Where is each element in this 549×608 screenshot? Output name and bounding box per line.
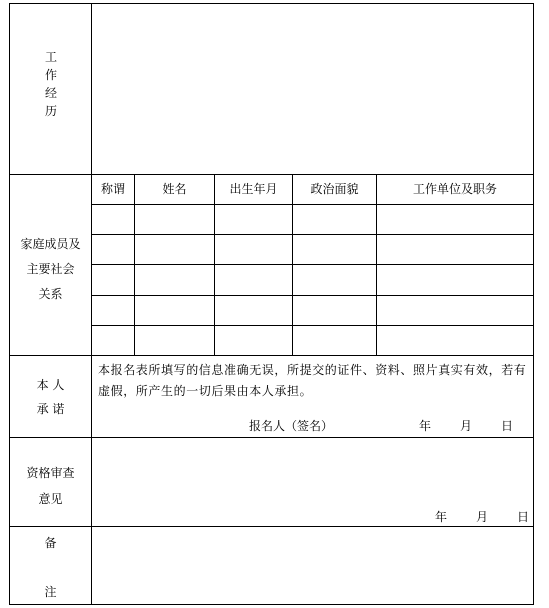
work-experience-field[interactable] — [92, 4, 533, 174]
family-col-header-political: 政治面貌 — [310, 182, 359, 196]
work-experience-label-char: 历 — [44, 104, 57, 118]
remarks-label-char: 注 — [44, 585, 57, 599]
family-row-divider — [91, 234, 533, 235]
family-row-divider — [91, 295, 533, 296]
family-row-divider — [91, 264, 533, 265]
review-label-line: 资格审查 — [26, 466, 75, 480]
family-col-header-title: 称谓 — [100, 182, 125, 196]
family-label — [10, 232, 91, 307]
family-col-header-name: 姓名 — [162, 182, 187, 196]
work-experience-label-char: 作 — [44, 68, 57, 82]
family-col-header-employer: 工作单位及职务 — [412, 182, 497, 196]
review-month-label: 月 — [476, 510, 489, 524]
family-label-line: 主要社会 — [26, 262, 75, 276]
pledge-year-label: 年 — [419, 419, 432, 433]
family-row-divider — [91, 325, 533, 326]
review-label — [10, 460, 91, 512]
registration-form — [9, 3, 534, 605]
review-label-line: 意见 — [38, 492, 63, 506]
review-day-label: 日 — [517, 510, 530, 524]
review-year-label: 年 — [435, 510, 448, 524]
divider-family-pledge — [10, 355, 533, 356]
work-experience-label — [40, 48, 62, 120]
pledge-month-label: 月 — [460, 419, 473, 433]
review-opinion-field[interactable] — [92, 438, 533, 508]
signer-label: 报名人（签名） — [249, 419, 334, 433]
family-col-header-birth: 出生年月 — [229, 182, 278, 196]
family-header-divider — [91, 204, 533, 205]
work-experience-label-char: 经 — [44, 86, 57, 100]
family-label-line: 关系 — [38, 287, 63, 301]
family-col-divider — [292, 174, 293, 355]
pledge-day-label: 日 — [501, 419, 514, 433]
family-col-divider — [134, 174, 135, 355]
family-col-divider — [214, 174, 215, 355]
pledge-label-line: 本 人 — [36, 378, 65, 392]
pledge-label-line: 承 诺 — [36, 402, 65, 416]
family-col-divider — [376, 174, 377, 355]
family-label-line: 家庭成员及 — [20, 237, 81, 251]
remarks-field[interactable] — [92, 527, 533, 604]
remarks-label-char: 备 — [44, 536, 57, 550]
pledge-text: 本报名表所填写的信息准确无误，所提交的证件、资料、照片真实有效，若有虚假，所产生的一切后果由本人承担。 — [98, 363, 527, 398]
work-experience-label-char: 工 — [44, 50, 57, 64]
divider-work-family — [10, 174, 533, 175]
pledge-label — [10, 373, 91, 421]
